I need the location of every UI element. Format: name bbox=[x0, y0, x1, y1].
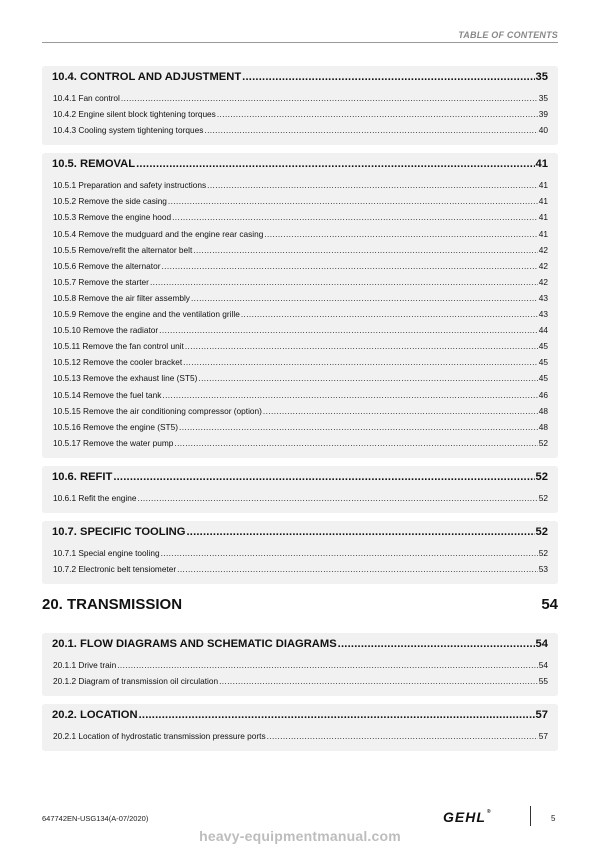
dot-leader bbox=[117, 660, 538, 670]
toc-section-heading[interactable] bbox=[52, 638, 548, 656]
toc-entry[interactable] bbox=[52, 293, 548, 309]
dot-leader bbox=[217, 109, 538, 119]
toc-entry[interactable] bbox=[52, 422, 548, 438]
toc-entry[interactable] bbox=[52, 261, 548, 277]
dot-leader bbox=[138, 493, 538, 503]
entry-label: 10.5.7 Remove the starter bbox=[53, 276, 149, 287]
entry-label: 10.5.17 Remove the water pump bbox=[53, 437, 174, 448]
toc-entry[interactable] bbox=[52, 493, 548, 509]
entry-label: 10.5.9 Remove the engine and the ventilation grille bbox=[53, 309, 240, 320]
toc-section-20-2 bbox=[42, 704, 558, 751]
dot-leader bbox=[174, 438, 537, 448]
section-title: 10.4. CONTROL AND ADJUSTMENT bbox=[52, 71, 242, 83]
entry-label: 10.5.12 Remove the cooler bracket bbox=[53, 357, 183, 368]
section-page: 54 bbox=[535, 638, 548, 651]
toc-entry[interactable] bbox=[52, 245, 548, 261]
section-title: 10.7. SPECIFIC TOOLING bbox=[52, 525, 186, 538]
toc-entry[interactable] bbox=[52, 438, 548, 454]
toc-entry[interactable] bbox=[52, 109, 548, 125]
entry-label: 10.5.13 Remove the exhaust line (ST5) bbox=[53, 373, 198, 384]
dot-leader bbox=[113, 471, 534, 483]
entry-page: 42 bbox=[538, 276, 548, 287]
entry-label: 10.5.14 Remove the fuel tank bbox=[53, 389, 162, 400]
chapter-page: 54 bbox=[541, 596, 558, 614]
dot-leader bbox=[267, 731, 538, 741]
header-title: TABLE OF CONTENTS bbox=[458, 30, 558, 40]
entry-page: 52 bbox=[538, 547, 548, 558]
toc-entry[interactable] bbox=[52, 390, 548, 406]
toc-chapter-20[interactable] bbox=[42, 596, 558, 622]
toc-section-heading[interactable] bbox=[52, 471, 548, 489]
entry-page: 41 bbox=[538, 196, 548, 207]
entry-label: 10.6.1 Refit the engine bbox=[53, 492, 137, 503]
entry-page: 42 bbox=[538, 260, 548, 271]
toc-entry[interactable] bbox=[52, 660, 548, 676]
dot-leader bbox=[121, 93, 538, 103]
toc-entry[interactable] bbox=[52, 325, 548, 341]
entry-page: 41 bbox=[538, 180, 548, 191]
page-number: 5 bbox=[551, 814, 556, 823]
entry-label: 10.5.3 Remove the engine hood bbox=[53, 212, 172, 223]
section-page: 35 bbox=[535, 71, 548, 83]
dot-leader bbox=[168, 196, 538, 206]
entry-label: 10.7.1 Special engine tooling bbox=[53, 547, 160, 558]
section-page: 52 bbox=[535, 470, 548, 483]
entry-page: 45 bbox=[538, 357, 548, 368]
gehl-logo bbox=[443, 809, 492, 825]
entry-page: 57 bbox=[538, 731, 548, 742]
entry-page: 45 bbox=[538, 373, 548, 384]
toc-entry[interactable] bbox=[52, 180, 548, 196]
footer-divider bbox=[530, 806, 531, 826]
entry-page: 43 bbox=[538, 309, 548, 320]
toc-entry[interactable] bbox=[52, 196, 548, 212]
dot-leader bbox=[185, 341, 538, 351]
dot-leader bbox=[186, 526, 534, 538]
entry-page: 41 bbox=[538, 228, 548, 239]
dot-leader bbox=[204, 125, 537, 135]
section-page: 57 bbox=[535, 709, 548, 722]
entry-label: 10.7.2 Electronic belt tensiometer bbox=[53, 564, 177, 575]
entry-page: 52 bbox=[538, 492, 548, 503]
entry-label: 10.5.10 Remove the radiator bbox=[53, 325, 159, 336]
toc-section-heading[interactable] bbox=[52, 71, 548, 89]
chapter-title: 20. TRANSMISSION bbox=[42, 596, 183, 614]
dot-leader bbox=[263, 406, 538, 416]
entry-page: 53 bbox=[538, 564, 548, 575]
dot-leader bbox=[150, 277, 538, 287]
section-title: 10.6. REFIT bbox=[52, 470, 113, 483]
section-page: 41 bbox=[535, 158, 548, 171]
toc-entry[interactable] bbox=[52, 373, 548, 389]
entry-page: 55 bbox=[538, 676, 548, 687]
entry-label: 10.5.6 Remove the alternator bbox=[53, 260, 161, 271]
dot-leader bbox=[177, 564, 538, 574]
entry-page: 48 bbox=[538, 421, 548, 432]
entry-label: 20.1.2 Diagram of transmission oil circulation bbox=[53, 676, 219, 687]
dot-leader bbox=[264, 229, 537, 239]
entry-label: 20.1.1 Drive train bbox=[53, 660, 117, 671]
toc-entry[interactable] bbox=[52, 229, 548, 245]
toc-section-10-4 bbox=[42, 66, 558, 145]
entry-label: 10.5.4 Remove the mudguard and the engine rear casing bbox=[53, 228, 264, 239]
dot-leader bbox=[172, 212, 538, 222]
entry-label: 10.5.5 Remove/refit the alternator belt bbox=[53, 244, 193, 255]
entry-page: 40 bbox=[538, 125, 548, 136]
entry-page: 48 bbox=[538, 405, 548, 416]
toc-entry[interactable] bbox=[52, 93, 548, 109]
entry-page: 45 bbox=[538, 341, 548, 352]
entry-page: 44 bbox=[538, 325, 548, 336]
watermark: heavy-equipmentmanual.com bbox=[199, 828, 401, 844]
document-code: 647742EN-USG134(A-07/2020) bbox=[42, 814, 149, 823]
dot-leader bbox=[136, 158, 534, 170]
toc-section-10-5 bbox=[42, 153, 558, 458]
dot-leader bbox=[207, 180, 538, 190]
toc-entry[interactable] bbox=[52, 277, 548, 293]
header-divider bbox=[42, 42, 558, 43]
dot-leader bbox=[241, 309, 538, 319]
toc-entry[interactable] bbox=[52, 125, 548, 141]
dot-leader bbox=[161, 548, 538, 558]
toc-entry[interactable] bbox=[52, 548, 548, 564]
entry-label: 10.4.3 Cooling system tightening torques bbox=[53, 125, 204, 136]
entry-label: 10.5.16 Remove the engine (ST5) bbox=[53, 421, 178, 432]
dot-leader bbox=[198, 373, 537, 383]
section-title: 20.1. FLOW DIAGRAMS AND SCHEMATIC DIAGRAMS bbox=[52, 638, 337, 651]
dot-leader bbox=[219, 676, 538, 686]
toc-section-heading[interactable] bbox=[52, 526, 548, 544]
logo-text: GEHL bbox=[443, 809, 486, 825]
dot-leader bbox=[159, 325, 538, 335]
toc-section-20-1 bbox=[42, 633, 558, 696]
dot-leader bbox=[183, 357, 538, 367]
dot-leader bbox=[161, 261, 537, 271]
entry-page: 42 bbox=[538, 244, 548, 255]
entry-label: 10.4.1 Fan control bbox=[53, 93, 120, 103]
section-page: 52 bbox=[535, 525, 548, 538]
table-of-contents bbox=[42, 66, 558, 751]
toc-entry[interactable] bbox=[52, 341, 548, 357]
toc-entry[interactable] bbox=[52, 676, 548, 692]
entry-page: 39 bbox=[538, 109, 548, 120]
entry-page: 43 bbox=[538, 292, 548, 303]
entry-page: 46 bbox=[538, 389, 548, 400]
dot-leader bbox=[338, 638, 535, 650]
entry-label: 10.5.8 Remove the air filter assembly bbox=[53, 292, 190, 303]
dot-leader bbox=[193, 245, 537, 255]
toc-entry[interactable] bbox=[52, 731, 548, 747]
section-title: 20.2. LOCATION bbox=[52, 709, 138, 722]
dot-leader bbox=[191, 293, 538, 303]
entry-label: 20.2.1 Location of hydrostatic transmission pressure ports bbox=[53, 731, 266, 742]
toc-section-heading[interactable] bbox=[52, 709, 548, 727]
entry-page: 54 bbox=[538, 660, 548, 671]
toc-entry[interactable] bbox=[52, 564, 548, 580]
toc-section-10-6 bbox=[42, 466, 558, 513]
toc-entry[interactable] bbox=[52, 212, 548, 228]
dot-leader bbox=[179, 422, 538, 432]
toc-entry[interactable] bbox=[52, 406, 548, 422]
entry-page: 35 bbox=[538, 93, 548, 103]
toc-section-heading[interactable] bbox=[52, 158, 548, 176]
toc-section-10-7 bbox=[42, 521, 558, 584]
entry-label: 10.5.1 Preparation and safety instructions bbox=[53, 180, 207, 191]
logo-registered-mark: ® bbox=[486, 809, 492, 815]
entry-label: 10.5.15 Remove the air conditioning compressor (option) bbox=[53, 405, 262, 416]
toc-entry[interactable] bbox=[52, 357, 548, 373]
dot-leader bbox=[162, 390, 537, 400]
dot-leader bbox=[139, 709, 535, 721]
entry-label: 10.5.2 Remove the side casing bbox=[53, 196, 167, 207]
entry-label: 10.4.2 Engine silent block tightening torques bbox=[53, 109, 216, 120]
entry-page: 52 bbox=[538, 437, 548, 448]
toc-entry[interactable] bbox=[52, 309, 548, 325]
entry-label: 10.5.11 Remove the fan control unit bbox=[53, 341, 184, 352]
dot-leader bbox=[242, 71, 534, 83]
entry-page: 41 bbox=[538, 212, 548, 223]
section-title: 10.5. REMOVAL bbox=[52, 158, 136, 171]
